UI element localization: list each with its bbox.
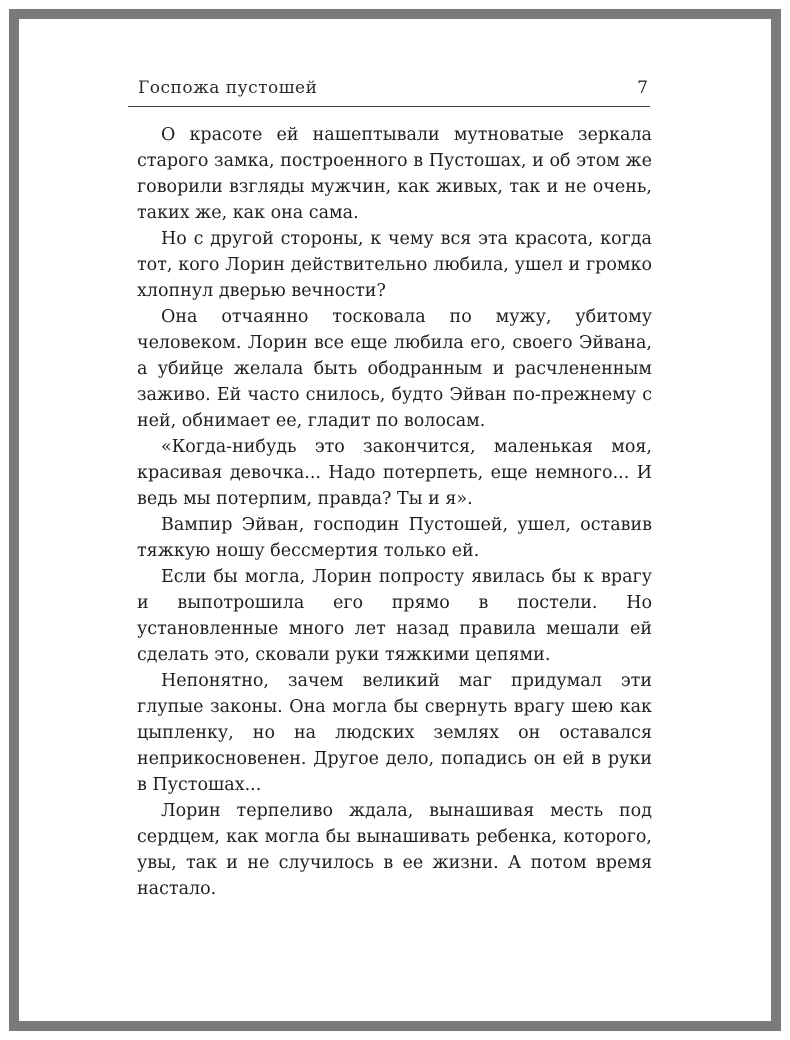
- running-header: [128, 72, 650, 107]
- paragraph: Лорин терпеливо ждала, вынашивая месть под сердцем, как могла бы вынашивать ребенка, которого, увы, так и не случилось в ее жизни. А потом время настало.: [137, 801, 652, 899]
- paragraph: Она отчаянно тосковала по мужу, убитому человеком. Лорин все еще любила его, своего Эйвана, а убийце желала быть ободранным и расчлененным заживо. Ей часто снилось, будто Эйван по-прежнему с ней, обнимает ее, гладит по волосам.: [137, 307, 652, 431]
- page-body: [137, 122, 652, 902]
- paragraph: Но с другой стороны, к чему вся эта красота, когда тот, кого Лорин действительно любила, ушел и громко хлопнул дверью вечности?: [137, 229, 652, 301]
- page-number: 7: [637, 78, 648, 98]
- paragraph: Вампир Эйван, господин Пустошей, ушел, оставив тяжкую ношу бессмертия только ей.: [137, 515, 652, 561]
- paragraph: Если бы могла, Лорин попросту явилась бы к врагу и выпотрошила его прямо в постели. Но установленные много лет назад правила мешали ей сделать это, сковали руки тяжкими цепями.: [137, 567, 652, 665]
- paragraph: «Когда-нибудь это закончится, маленькая моя, красивая девочка... Надо потерпеть, еще немного... И ведь мы потерпим, правда? Ты и я».: [137, 437, 652, 509]
- paragraph: О красоте ей нашептывали мутноватые зеркала старого замка, построенного в Пустошах, и об этом же говорили взгляды мужчин, как живых, так и не очень, таких же, как она сама.: [137, 125, 652, 223]
- header-title: Госпожа пустошей: [138, 78, 318, 98]
- paragraph: Непонятно, зачем великий маг придумал эти глупые законы. Она могла бы свернуть врагу шею как цыпленку, но на людских землях он оставался неприкосновенен. Другое дело, попадись он ей в руки в Пустошах...: [137, 671, 652, 795]
